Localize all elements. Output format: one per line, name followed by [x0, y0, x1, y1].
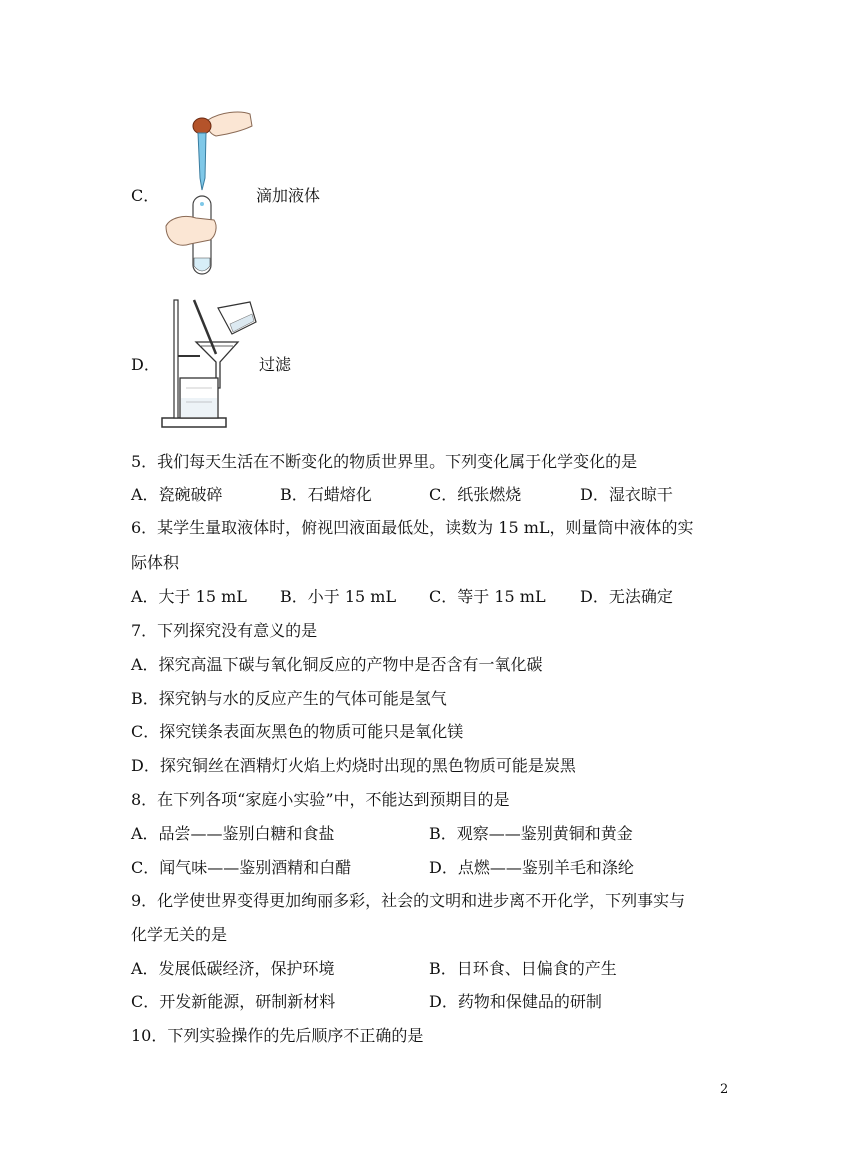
question-10-stem: 10．下列实验操作的先后顺序不正确的是: [131, 1026, 424, 1045]
question-9-option-a: A．发展低碳经济，保护环境: [131, 959, 335, 978]
question-6-option-d: D．无法确定: [580, 587, 673, 606]
question-6-option-c: C．等于 15 mL: [429, 587, 546, 606]
question-8-option-c: C．闻气味——鉴别酒精和白醋: [131, 858, 352, 877]
question-7-option-b: B．探究钠与水的反应产生的气体可能是氢气: [131, 689, 447, 708]
question-9-option-d: D．药物和保健品的研制: [429, 992, 602, 1011]
question-8-option-b: B．观察——鉴别黄铜和黄金: [429, 824, 633, 843]
option-d-letter: D．: [131, 355, 160, 374]
option-c-letter: C．: [131, 186, 160, 205]
question-5-option-b: B．石蜡熔化: [280, 485, 372, 504]
question-6-option-b: B．小于 15 mL: [280, 587, 397, 606]
option-d-caption: 过滤: [259, 355, 292, 374]
question-9-stem-line1: 9．化学使世界变得更加绚丽多彩，社会的文明和进步离不开化学，下列事实与: [131, 891, 686, 910]
question-9-option-b: B．日环食、日偏食的产生: [429, 959, 617, 978]
question-7-option-a: A．探究高温下碳与氧化铜反应的产物中是否含有一氧化碳: [131, 655, 543, 674]
question-6-stem-line1: 6．某学生量取液体时，俯视凹液面最低处，读数为 15 mL，则量筒中液体的实: [131, 518, 694, 537]
question-6-stem-line2: 际体积: [131, 553, 180, 572]
filtration-apparatus-illustration: [160, 294, 260, 432]
question-7-option-d: D．探究铜丝在酒精灯火焰上灼烧时出现的黑色物质可能是炭黑: [131, 756, 576, 775]
question-8-option-d: D．点燃——鉴别羊毛和涤纶: [429, 858, 634, 877]
question-5-option-c: C．纸张燃烧: [429, 485, 522, 504]
question-5-stem: 5．我们每天生活在不断变化的物质世界里。下列变化属于化学变化的是: [131, 452, 638, 471]
page-number: 2: [720, 1082, 729, 1097]
question-5-option-d: D．湿衣晾干: [580, 485, 673, 504]
question-7-option-c: C．探究镁条表面灰黑色的物质可能只是氧化镁: [131, 722, 464, 741]
question-8-option-a: A．品尝——鉴别白糖和食盐: [131, 824, 335, 843]
question-9-stem-line2: 化学无关的是: [131, 925, 228, 944]
question-6-option-a: A．大于 15 mL: [131, 587, 247, 606]
question-9-option-c: C．开发新能源，研制新材料: [131, 992, 336, 1011]
question-8-stem: 8．在下列各项“家庭小实验”中，不能达到预期目的是: [131, 790, 510, 809]
dropper-adding-liquid-illustration: [160, 108, 255, 284]
question-5-option-a: A．瓷碗破碎: [131, 485, 223, 504]
question-7-stem: 7．下列探究没有意义的是: [131, 621, 318, 640]
option-c-caption: 滴加液体: [256, 186, 321, 205]
